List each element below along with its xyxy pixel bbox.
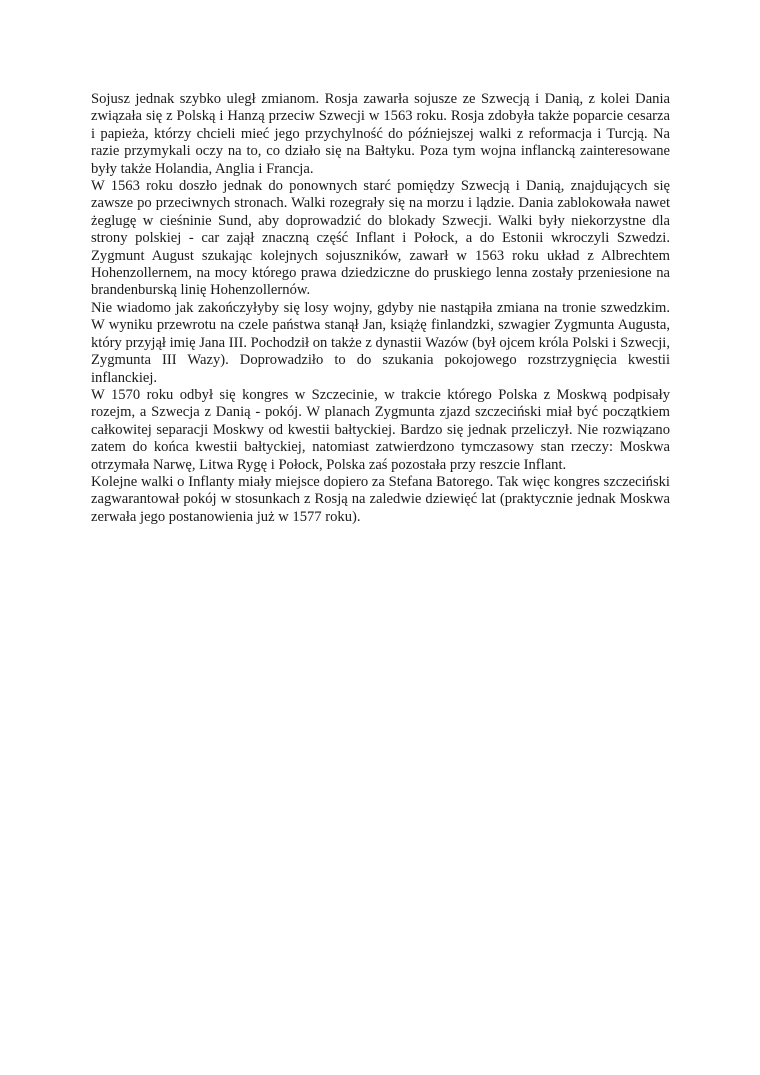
- paragraph: Kolejne walki o Inflanty miały miejsce dopiero za Stefana Batorego. Tak więc kongres szczeciński zagwarantował pokój w stosunkach z Rosją na zaledwie dziewięć lat (praktycznie jednak Moskwa zerwała jego postanowienia już w 1577 roku).: [91, 473, 670, 525]
- paragraph: W 1563 roku doszło jednak do ponownych starć pomiędzy Szwecją i Danią, znajdujących się zawsze po przeciwnych stronach. Walki rozegrały się na morzu i lądzie. Dania zablokowała nawet żeglugę w cieśninie Sund, aby doprowadzić do blokady Szwecji. Walki były niekorzystne dla strony polskiej - car zajął znaczną część Inflant i Połock, a do Estonii wkroczyli Szwedzi. Zygmunt August szukając kolejnych sojuszników, zawarł w 1563 roku układ z Albrechtem Hohenzollernem, na mocy którego prawa dziedziczne do pruskiego lenna zostały przeniesione na brandenburską linię Hohenzollernów.: [91, 178, 670, 299]
- paragraph: Sojusz jednak szybko uległ zmianom. Rosja zawarła sojusze ze Szwecją i Danią, z kolei Dania związała się z Polską i Hanzą przeciw Szwecji w 1563 roku. Rosja zdobyła także poparcie cesarza i papieża, którzy chcieli mieć jego przychylność do późniejszej walki z reformacja i Turcją. Na razie przymykali oczy na to, co działo się na Bałtyku. Poza tym wojna inflancką zainteresowane były także Holandia, Anglia i Francja.: [91, 91, 670, 177]
- paragraph: Nie wiadomo jak zakończyłyby się losy wojny, gdyby nie nastąpiła zmiana na tronie szwedzkim. W wyniku przewrotu na czele państwa stanął Jan, książę finlandzki, szwagier Zygmunta Augusta, który przyjął imię Jana III. Pochodził on także z dynastii Wazów (był ojcem króla Polski i Szwecji, Zygmunta III Wazy). Doprowadziło to do szukania pokojowego rozstrzygnięcia kwestii inflanckiej.: [91, 299, 670, 386]
- paragraph: W 1570 roku odbył się kongres w Szczecinie, w trakcie którego Polska z Moskwą podpisały rozejm, a Szwecja z Danią - pokój. W planach Zygmunta zjazd szczeciński miał być początkiem całkowitej separacji Moskwy od kwestii bałtyckiej. Bardzo się jednak przeliczył. Nie rozwiązano zatem do końca kwestii bałtyckiej, natomiast zatwierdzono tymczasowy stan rzeczy: Moskwa otrzymała Narwę, Litwa Rygę i Połock, Polska zaś pozostała przy reszcie Inflant.: [91, 386, 670, 473]
- document-body: [91, 91, 670, 526]
